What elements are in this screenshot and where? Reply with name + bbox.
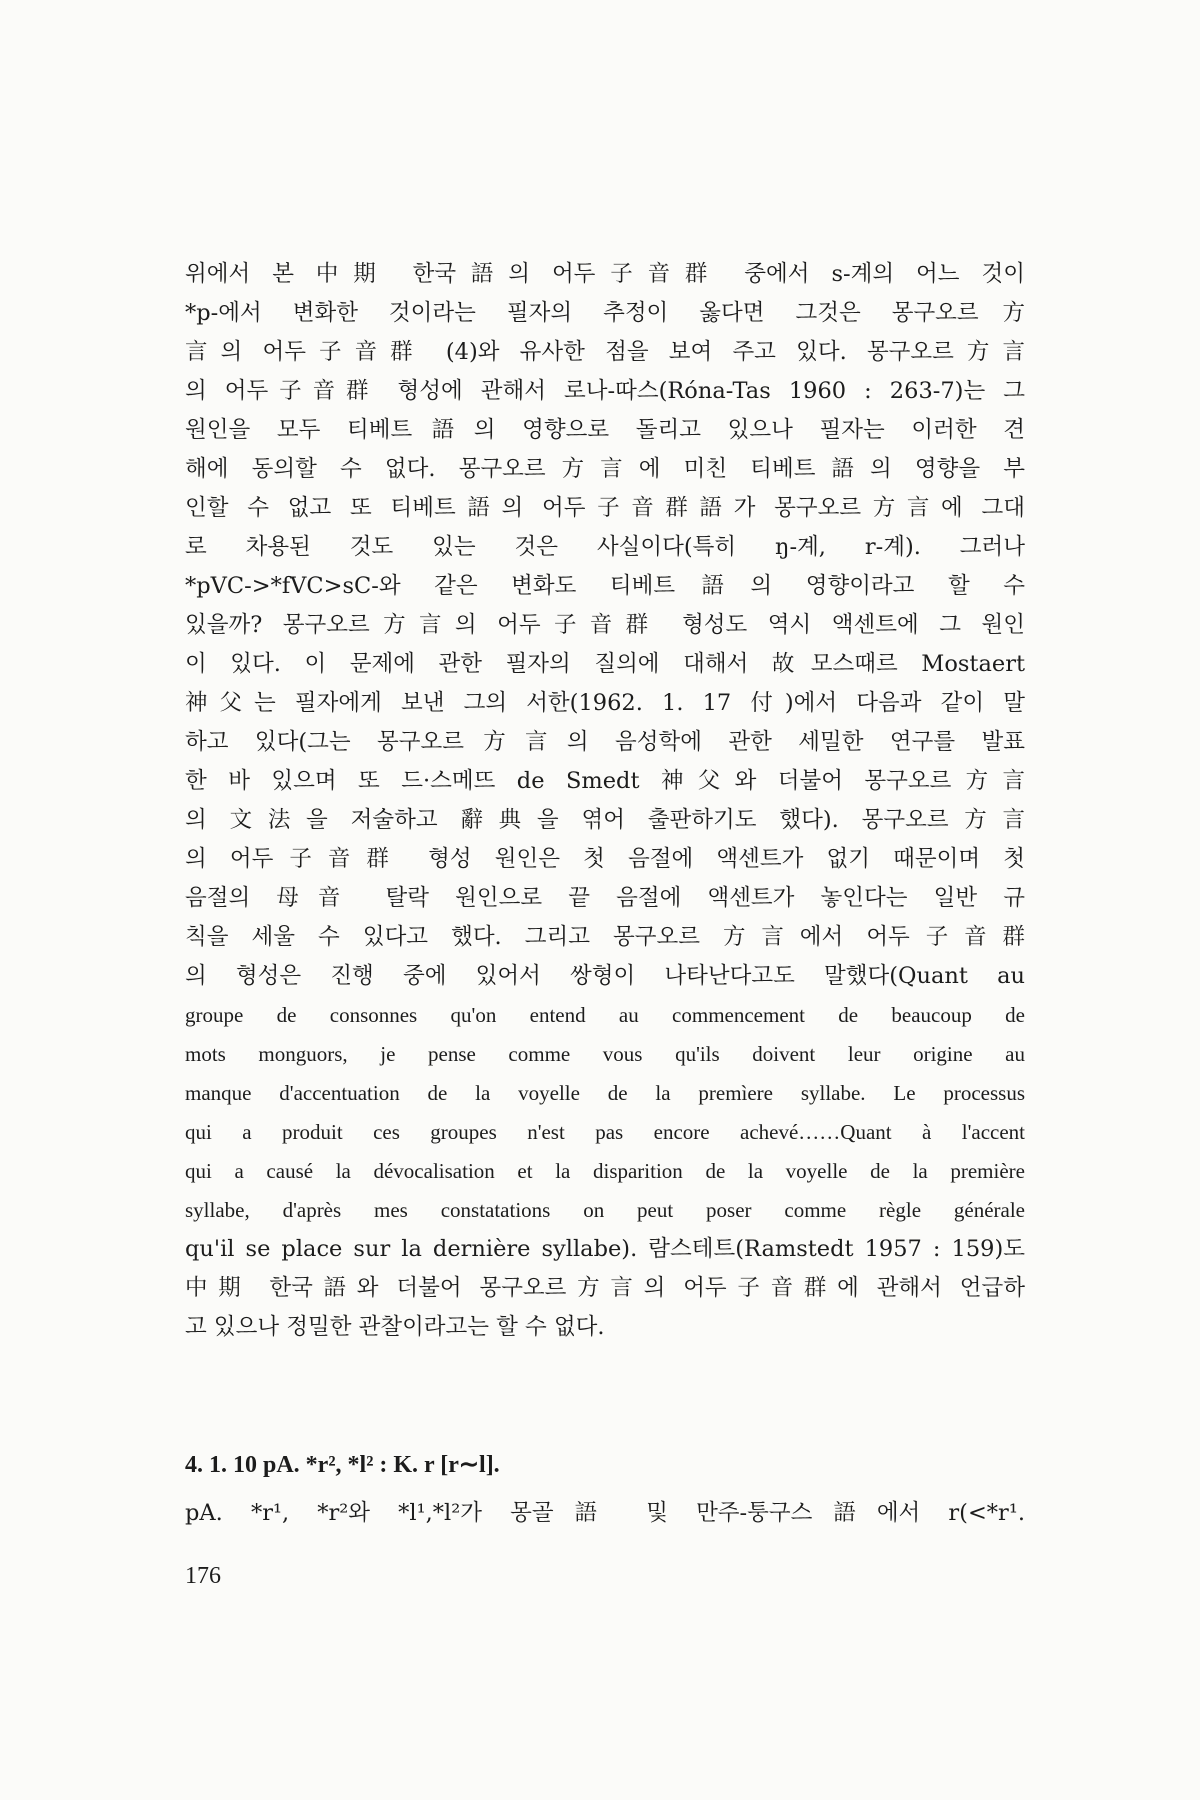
paragraph-line: *pVC->*fVC>sC-와 같은 변화도 티베트語의 영향이라고 할 수: [185, 573, 1025, 599]
paragraph-line: 言의 어두子音群 (4)와 유사한 점을 보여 주고 있다. 몽구오르方言: [185, 339, 1025, 365]
paragraph-line: 神父는 필자에게 보낸 그의 서한(1962. 1. 17 付)에서 다음과 같이 말: [185, 690, 1025, 716]
paragraph-line: 하고 있다(그는 몽구오르方言의 음성학에 관한 세밀한 연구를 발표: [185, 729, 1025, 755]
paragraph-line: 인할 수 없고 또 티베트語의 어두子音群語가 몽구오르方言에 그대: [185, 495, 1025, 521]
section-first-line: pA. *r¹, *r²와 *l¹,*l²가 몽골語 및 만주-퉁구스語에서 r(<*r¹.: [185, 1500, 1025, 1526]
paragraph-line: 의 文法을 저술하고 辭典을 엮어 출판하기도 했다). 몽구오르方言: [185, 807, 1025, 833]
paragraph-line: 의 어두子音群 형성 원인은 첫 음절에 액센트가 없기 때문이며 첫: [185, 846, 1025, 872]
paragraph-line: 한 바 있으며 또 드·스메뜨 de Smedt 神父와 더불어 몽구오르方言: [185, 768, 1025, 794]
paragraph-line: syllabe, d'après mes constatations on peut poser comme règle générale: [185, 1198, 1025, 1222]
paragraph-line: 이 있다. 이 문제에 관한 필자의 질의에 대해서 故모스때르 Mostaert: [185, 651, 1025, 677]
body-paragraph: [185, 255, 1025, 1347]
paragraph-line: groupe de consonnes qu'on entend au commencement de beaucoup de: [185, 1003, 1025, 1027]
paragraph-line: 있을까? 몽구오르方言의 어두子音群 형성도 역시 액센트에 그 원인: [185, 612, 1025, 638]
paragraph-line: 中期 한국語와 더불어 몽구오르方言의 어두子音群에 관해서 언급하: [185, 1275, 1025, 1301]
paragraph-line: manque d'accentuation de la voyelle de la premìere syllabe. Le processus: [185, 1081, 1025, 1105]
paragraph-line: 로 차용된 것도 있는 것은 사실이다(특히 ŋ-계, r-계). 그러나: [185, 534, 1025, 560]
paragraph-line: qui a produit ces groupes n'est pas encore achevé……Quant à l'accent: [185, 1120, 1025, 1144]
paragraph-line: mots monguors, je pense comme vous qu'ils doivent leur origine au: [185, 1042, 1025, 1066]
paragraph-line: 의 어두子音群 형성에 관해서 로나-따스(Róna-Tas 1960 : 263-7)는 그: [185, 378, 1025, 404]
paragraph-line: qui a causé la dévocalisation et la disparition de la voyelle de la première: [185, 1159, 1025, 1183]
paragraph-line: 음절의 母音 탈락 원인으로 끝 음절에 액센트가 놓인다는 일반 규: [185, 885, 1025, 911]
paragraph-line: 고 있으나 정밀한 관찰이라고는 할 수 없다.: [185, 1314, 605, 1340]
paragraph-lines: [185, 255, 1025, 1347]
paragraph-line: 해에 동의할 수 없다. 몽구오르方言에 미친 티베트語의 영향을 부: [185, 456, 1025, 482]
section-heading: 4. 1. 10 pA. *r², *l² : K. r [r∼l].: [185, 1452, 500, 1478]
paragraph-line: 칙을 세울 수 있다고 했다. 그리고 몽구오르 方言에서 어두子音群: [185, 924, 1025, 950]
paragraph-line: *p-에서 변화한 것이라는 필자의 추정이 옳다면 그것은 몽구오르方: [185, 300, 1025, 326]
paragraph-line: 위에서 본 中期 한국語의 어두子音群 중에서 s-계의 어느 것이: [185, 261, 1025, 287]
page-number: 176: [185, 1563, 221, 1589]
paragraph-line: 원인을 모두 티베트語의 영향으로 돌리고 있으나 필자는 이러한 견: [185, 417, 1025, 443]
paragraph-line: qu'il se place sur la dernière syllabe). 람스테트(Ramstedt 1957 : 159)도: [185, 1236, 1025, 1262]
paragraph-line: 의 형성은 진행 중에 있어서 쌍형이 나타난다고도 말했다(Quant au: [185, 963, 1025, 989]
